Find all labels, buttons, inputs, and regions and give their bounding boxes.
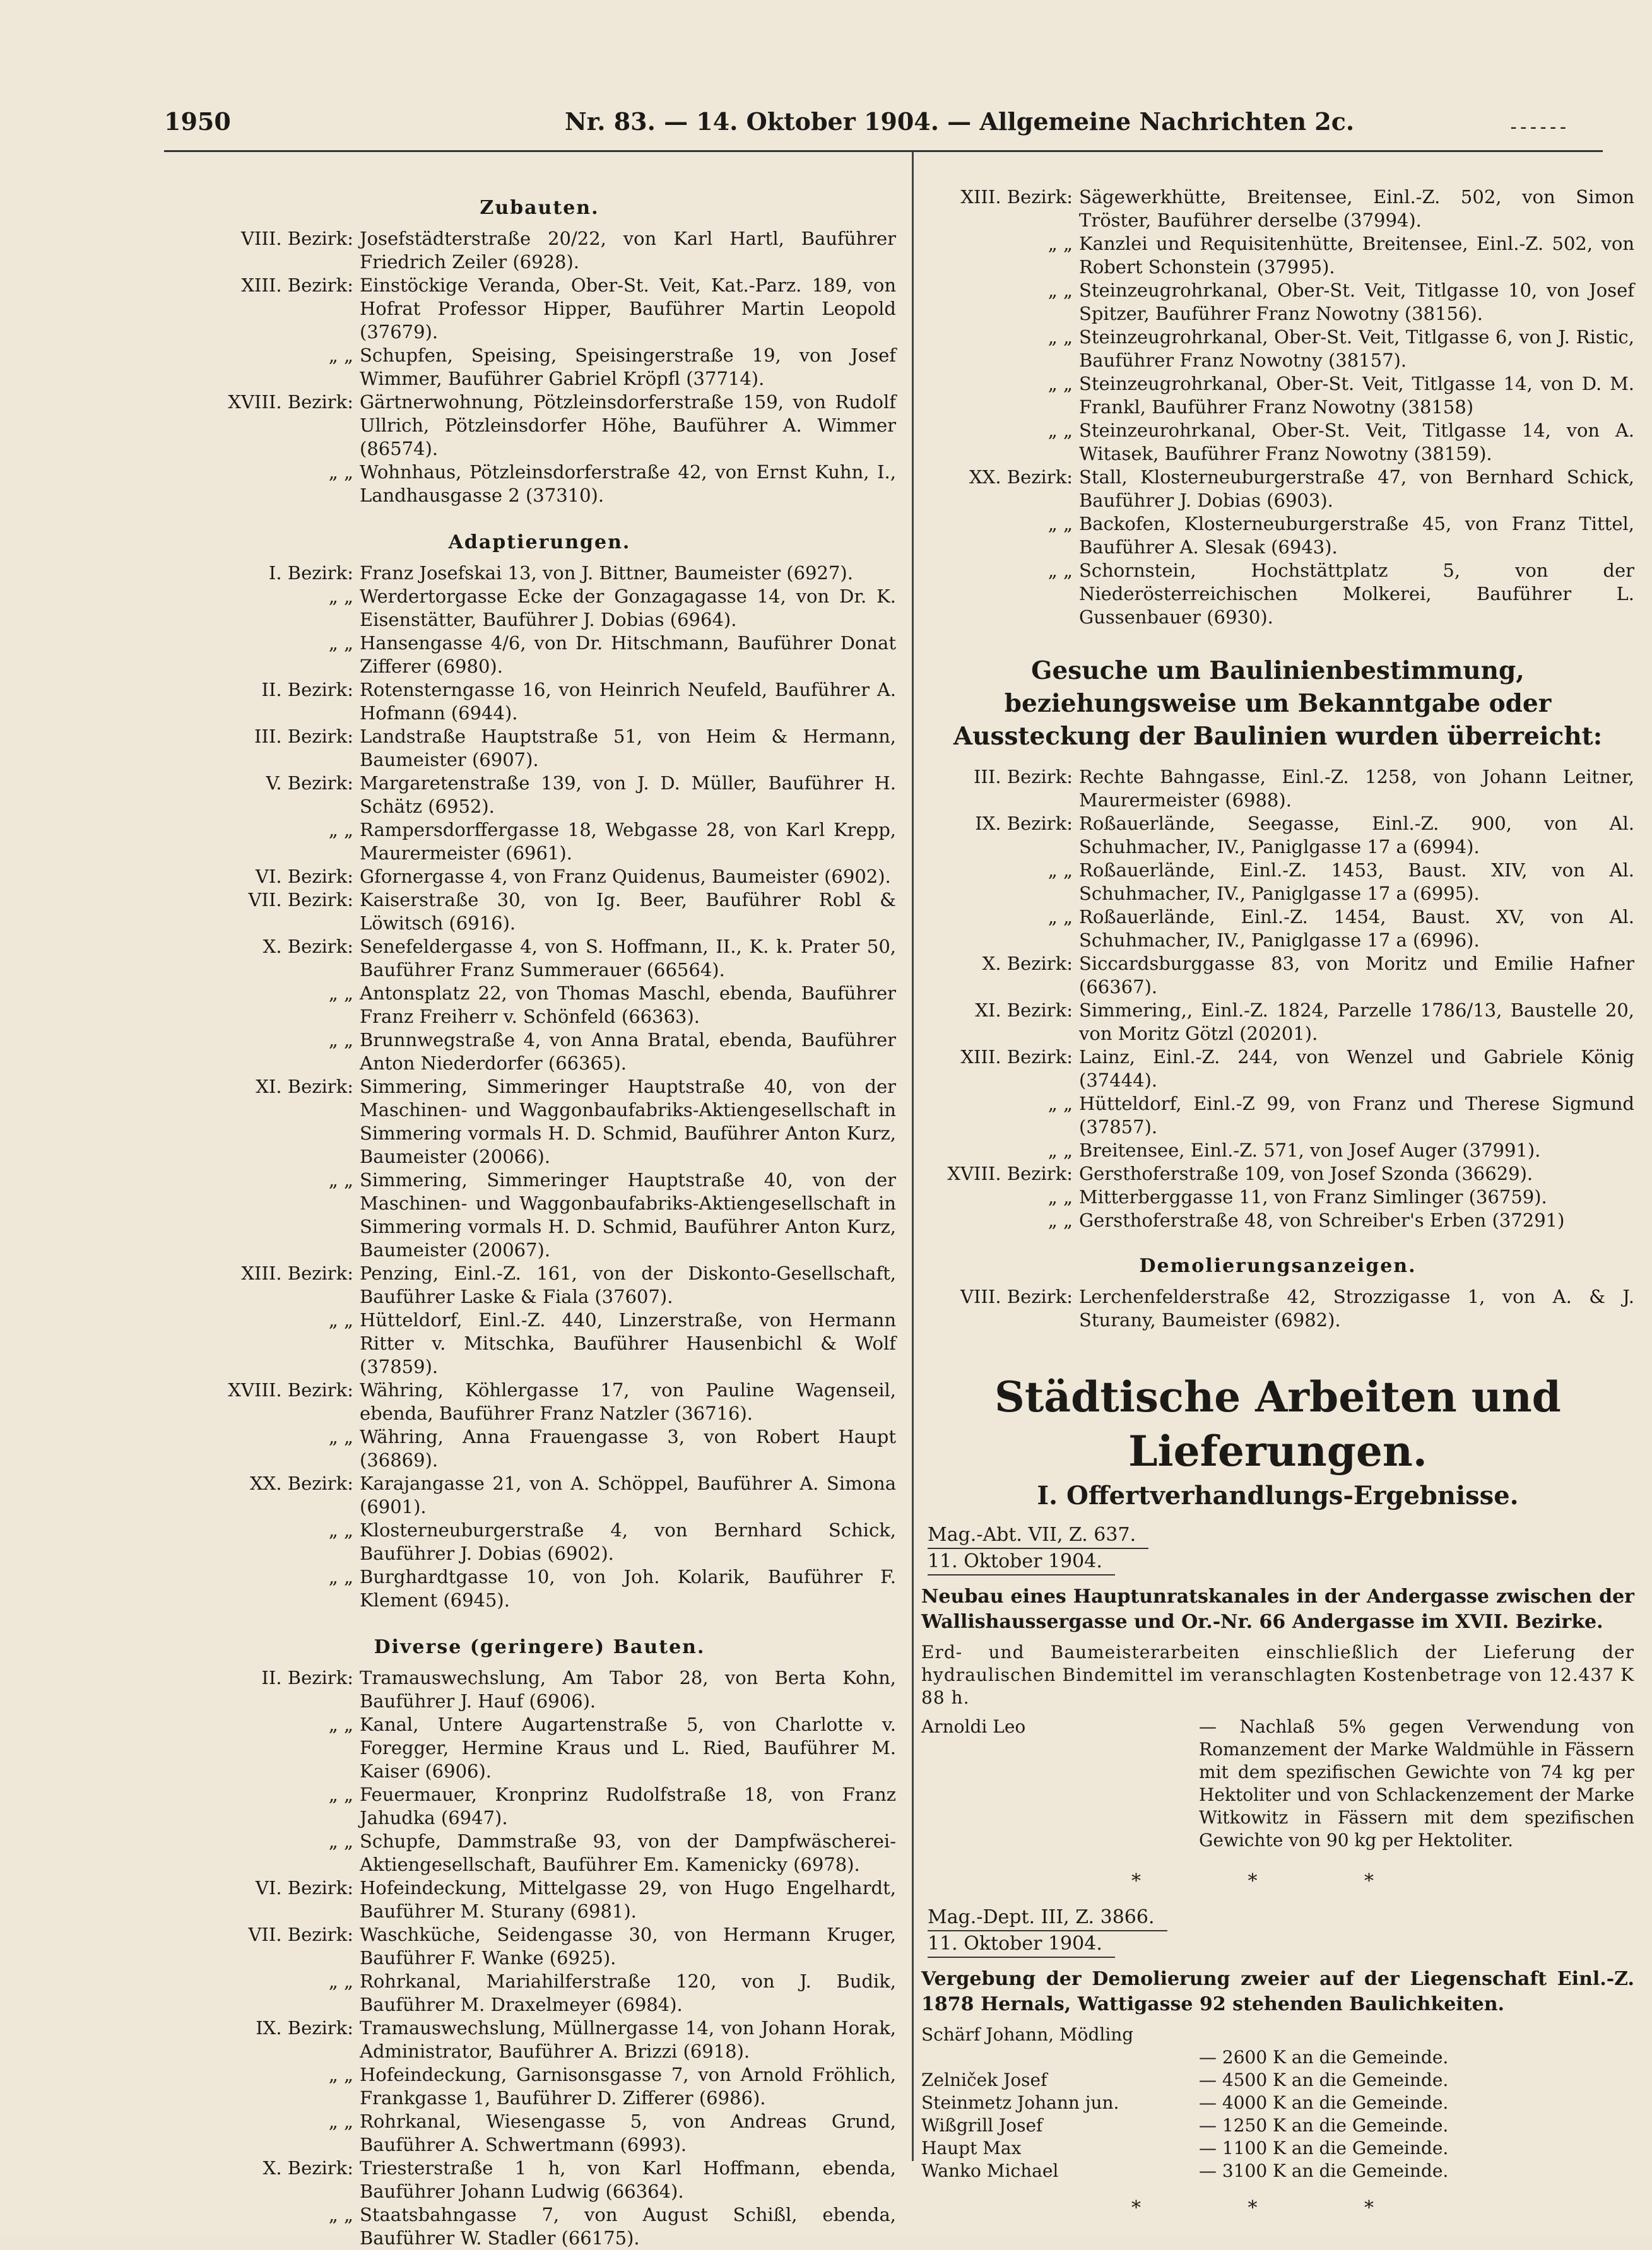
list-entry <box>921 812 1634 859</box>
district-label: „ „ <box>1047 906 1073 928</box>
section-title-zubauten: Zubauten. <box>480 197 599 219</box>
entry-text: Steinzeugrohrkanal, Ober-St. Veit, Titlgasse 6, von J. Ristic, Bauführer Franz Nowotny (38157). <box>1079 326 1634 371</box>
demolition-bid-row <box>921 2114 1634 2137</box>
entry-text: Burghardtgasse 10, von Joh. Kolarik, Bauführer F. Klement (6945). <box>360 1566 896 1611</box>
list-entry <box>921 952 1634 999</box>
bidder-name: Wanko Michael <box>921 2160 1059 2181</box>
district-label: „ „ <box>328 1309 353 1331</box>
list-entry <box>921 1092 1634 1139</box>
district-label: X. Bezirk: <box>982 953 1073 974</box>
list-entry <box>921 1209 1634 1232</box>
district-label: X. Bezirk: <box>263 2157 353 2179</box>
list-entry <box>183 865 896 888</box>
entry-text: Währing, Köhlergasse 17, von Pauline Wagenseil, ebenda, Bauführer Franz Natzler (36716). <box>360 1379 896 1424</box>
entry-text: Mitterberggasse 11, von Franz Simlinger (36759). <box>1079 1186 1547 1208</box>
entry-text: Hofeindeckung, Mittelgasse 29, von Hugo Engelhardt, Bauführer M. Sturany (6981). <box>360 1877 896 1922</box>
district-label: XX. Bezirk: <box>250 1473 353 1494</box>
list-entry <box>921 765 1634 812</box>
district-label: „ „ <box>328 2111 353 2132</box>
entry-text: Simmering, Simmeringer Hauptstraße 40, von der Maschinen- und Waggonbaufabriks-Aktiengesellschaft in Simmering vormals H. D. Schmid, Bauführer Anton Kurz, Baumeister (20066). <box>360 1076 896 1167</box>
bidder-name <box>921 2046 1199 2069</box>
list-entry <box>183 678 896 725</box>
bid-amount: — 1250 K an die Gemeinde. <box>1199 2115 1449 2136</box>
list-entry <box>183 562 896 585</box>
district-label: „ „ <box>328 1784 353 1805</box>
list-entry <box>183 2157 896 2203</box>
district-label: VII. Bezirk: <box>248 1924 353 1945</box>
bid-amount: — 4500 K an die Gemeinde. <box>1199 2070 1449 2090</box>
entry-text: Einstöckige Veranda, Ober-St. Veit, Kat.-Parz. 189, von Hofrat Professor Hipper, Bauführer Martin Leopold (37679). <box>360 274 896 343</box>
district-label: XVIII. Bezirk: <box>228 1379 353 1401</box>
district-label: IX. Bezirk: <box>975 813 1073 834</box>
entry-text: Franz Josefskai 13, von J. Bittner, Baumeister (6927). <box>360 562 853 584</box>
entry-text: Margaretenstraße 139, von J. D. Müller, Bauführer H. Schätz (6952). <box>360 772 896 817</box>
district-label: „ „ <box>328 982 353 1004</box>
list-entry <box>921 859 1634 905</box>
list-entry <box>921 559 1634 629</box>
entry-text: Josefstädterstraße 20/22, von Karl Hartl, Bauführer Friedrich Zeiler (6928). <box>360 228 896 273</box>
reference-number-2: Mag.-Dept. III, Z. 3866. <box>921 1905 1634 1931</box>
list-entry <box>183 888 896 935</box>
list-entry <box>183 1970 896 2017</box>
header-rule <box>164 150 1603 152</box>
page-header <box>164 107 1565 145</box>
list-entry <box>921 419 1634 466</box>
adaptierungen-list <box>183 562 896 1612</box>
list-entry <box>921 1285 1634 1332</box>
district-label: XVIII. Bezirk: <box>947 1163 1073 1184</box>
entry-text: Siccardsburggasse 83, von Moritz und Emilie Hafner (66367). <box>1079 953 1634 998</box>
district-label: VII. Bezirk: <box>248 889 353 910</box>
entry-text: Steinzeugrohrkanal, Ober-St. Veit, Titlgasse 14, von D. M. Frankl, Bauführer Franz Nowotny (38158) <box>1079 373 1634 418</box>
list-entry <box>183 585 896 632</box>
entry-text: Lerchenfelderstraße 42, Strozzigasse 1, von A. & J. Sturany, Baumeister (6982). <box>1079 1286 1634 1331</box>
list-entry <box>183 725 896 772</box>
bidder-name: Wißgrill Josef <box>921 2115 1043 2136</box>
entry-text: Werdertorgasse Ecke der Gonzagagasse 14, von Dr. K. Eisenstätter, Bauführer J. Dobias (6964). <box>360 586 896 630</box>
list-entry <box>183 1830 896 1876</box>
list-entry <box>183 1379 896 1425</box>
entry-text: Tramauswechslung, Am Tabor 28, von Berta Kohn, Bauführer J. Hauf (6906). <box>360 1667 896 1712</box>
district-label: II. Bezirk: <box>261 1667 353 1688</box>
district-label: „ „ <box>328 586 353 607</box>
entry-text: Gärtnerwohnung, Pötzleinsdorferstraße 159, von Rudolf Ullrich, Pötzleinsdorfer Höhe, Bauführer A. Wimmer (86574). <box>360 391 896 459</box>
section-title-adaptierungen: Adaptierungen. <box>448 531 631 553</box>
district-label: XIII. Bezirk: <box>241 274 353 296</box>
district-label: „ „ <box>1047 1093 1073 1114</box>
entry-text: Feuermauer, Kronprinz Rudolfstraße 18, von Franz Jahudka (6947). <box>360 1784 896 1829</box>
list-entry <box>183 1309 896 1379</box>
district-label: XI. Bezirk: <box>975 999 1073 1021</box>
first-bidder: Schärf Johann, Mödling <box>921 2024 1134 2045</box>
district-label: X. Bezirk: <box>263 936 353 957</box>
section-subtitle: I. Offertverhandlungs-Ergebnisse. <box>1037 1481 1519 1511</box>
list-entry <box>921 186 1634 232</box>
list-entry <box>183 2203 896 2250</box>
district-label: „ „ <box>328 1830 353 1852</box>
bid-text: — Nachlaß 5% gegen Verwendung von Romanzement der Marke Waldmühle in Fässern mit dem spezifischen Gewichte von 74 kg per Hektoliter und von Schlackenzement der Marke Witkowitz in Fässern mit dem spezifischen Gewichte von 90 kg per Hektoliter. <box>1199 1716 1634 1851</box>
list-entry <box>183 2063 896 2110</box>
demolition-bid-row <box>921 2137 1634 2160</box>
district-label: XVIII. Bezirk: <box>228 391 353 413</box>
entry-text: Gersthoferstraße 48, von Schreiber's Erben (37291) <box>1079 1210 1565 1231</box>
demolition-bid-row <box>921 2092 1634 2114</box>
project-heading-1: Neubau eines Hauptunratskanales in der Andergasse zwischen der Wallishaussergasse und Or.-Nr. 66 Andergasse im XVII. Bezirke. <box>921 1586 1634 1633</box>
district-label: „ „ <box>328 1970 353 1992</box>
district-label: „ „ <box>1047 513 1073 534</box>
gesuche-list <box>921 765 1634 1232</box>
district-label: XIII. Bezirk: <box>960 1046 1073 1068</box>
section-title-diverse: Diverse (geringere) Bauten. <box>374 1636 705 1658</box>
list-entry <box>921 279 1634 326</box>
list-entry <box>183 1262 896 1309</box>
list-entry <box>183 1519 896 1565</box>
entry-text: Waschküche, Seidengasse 30, von Hermann Kruger, Bauführer F. Wanke (6925). <box>360 1924 896 1969</box>
list-entry <box>183 461 896 507</box>
list-entry <box>183 632 896 678</box>
entry-text: Kanzlei und Requisitenhütte, Breitensee, Einl.-Z. 502, von Robert Schonstein (37995). <box>1079 233 1634 278</box>
entry-text: Sägewerkhütte, Breitensee, Einl.-Z. 502, von Simon Tröster, Bauführer derselbe (37994). <box>1079 186 1634 231</box>
district-label: „ „ <box>1047 1186 1073 1208</box>
left-column <box>183 189 896 2250</box>
district-label: „ „ <box>1047 1140 1073 1161</box>
section-title-demolierung: Demolierungsanzeigen. <box>1139 1255 1417 1277</box>
district-label: III. Bezirk: <box>973 766 1073 787</box>
list-entry <box>921 232 1634 279</box>
header-dashes: - - - - - - <box>1510 116 1565 138</box>
entry-text: Hofeindeckung, Garnisonsgasse 7, von Arnold Fröhlich, Frankgasse 1, Bauführer D. Zifferer (6986). <box>360 2064 896 2109</box>
entry-text: Rotensterngasse 16, von Heinrich Neufeld, Bauführer A. Hofmann (6944). <box>360 679 896 724</box>
list-entry <box>921 1162 1634 1186</box>
entry-text: Karajangasse 21, von A. Schöppel, Bauführer A. Simona (6901). <box>360 1473 896 1517</box>
entry-text: Wohnhaus, Pötzleinsdorferstraße 42, von Ernst Kuhn, I., Landhausgasse 2 (37310). <box>360 461 896 506</box>
district-label: XIII. Bezirk: <box>960 186 1073 208</box>
list-entry <box>183 935 896 982</box>
district-label: „ „ <box>1047 1210 1073 1231</box>
entry-text: Roßauerlände, Seegasse, Einl.-Z. 900, von Al. Schuhmacher, IV., Paniglgasse 17 a (6994). <box>1079 813 1634 857</box>
district-label: „ „ <box>328 2204 353 2225</box>
district-label: „ „ <box>328 1426 353 1447</box>
district-label: „ „ <box>1047 373 1073 394</box>
list-entry <box>183 1169 896 1262</box>
list-entry <box>921 1186 1634 1209</box>
zubauten-list <box>183 227 896 507</box>
list-entry <box>921 326 1634 372</box>
entry-text: Rohrkanal, Wiesengasse 5, von Andreas Grund, Bauführer A. Schwertmann (6993). <box>360 2111 896 2155</box>
list-entry <box>183 1713 896 1783</box>
entry-text: Schupfen, Speising, Speisingerstraße 19, von Josef Wimmer, Bauführer Gabriel Kröpfl (37714). <box>360 345 896 389</box>
district-label: „ „ <box>328 1714 353 1735</box>
entry-text: Währing, Anna Frauengasse 3, von Robert Haupt (36869). <box>360 1426 896 1471</box>
reference-number-1: Mag.-Abt. VII, Z. 637. <box>921 1523 1634 1549</box>
district-label: „ „ <box>328 345 353 366</box>
demolition-bid-row <box>921 2046 1634 2069</box>
district-label: „ „ <box>328 1029 353 1051</box>
district-label: VI. Bezirk: <box>255 1877 353 1899</box>
date-2: 11. Oktober 1904. <box>921 1931 1634 1958</box>
separator-stars-2: * * * <box>1131 2197 1425 2219</box>
continued-list <box>921 186 1634 629</box>
entry-text: Rohrkanal, Mariahilferstraße 120, von J. Budik, Bauführer M. Draxelmeyer (6984). <box>360 1970 896 2015</box>
list-entry <box>921 905 1634 952</box>
district-label: VIII. Bezirk: <box>960 1286 1073 1307</box>
entry-text: Schornstein, Hochstättplatz 5, von der Niederösterreichischen Molkerei, Bauführer L. Gussenbauer (6930). <box>1079 560 1634 628</box>
date-1: 11. Oktober 1904. <box>921 1549 1634 1576</box>
bidder-name: Zelniček Josef <box>921 2070 1047 2090</box>
list-entry <box>183 1425 896 1472</box>
bid-amount: — 4000 K an die Gemeinde. <box>1199 2092 1449 2113</box>
entry-text: Tramauswechslung, Müllnergasse 14, von Johann Horak, Administrator, Bauführer A. Brizzi (6918). <box>360 2017 896 2062</box>
separator-stars: * * * <box>1131 1870 1425 1892</box>
district-label: VI. Bezirk: <box>255 866 353 887</box>
bid-amount: — 2600 K an die Gemeinde. <box>1199 2047 1449 2068</box>
entry-text: Penzing, Einl.-Z. 161, von der Diskonto-Gesellschaft, Bauführer Laske & Fiala (37607). <box>360 1263 896 1307</box>
demolition-bids <box>921 2023 1634 2182</box>
demolierung-list <box>921 1285 1634 1332</box>
list-entry <box>183 1565 896 1612</box>
section-title-gesuche: Gesuche um Baulinienbestimmung, beziehungsweise um Bekanntgabe oder Aussteckung der Baulinien wurden überreicht: <box>953 656 1603 751</box>
entry-text: Antonsplatz 22, von Thomas Maschl, ebenda, Bauführer Franz Freiherr v. Schönfeld (66363). <box>360 982 896 1027</box>
entry-text: Staatsbahngasse 7, von August Schißl, ebenda, Bauführer W. Stadler (66175). <box>360 2204 896 2249</box>
district-label: III. Bezirk: <box>254 726 353 747</box>
district-label: II. Bezirk: <box>261 679 353 700</box>
entry-text: Simmering,, Einl.-Z. 1824, Parzelle 1786/13, Baustelle 20, von Moritz Götzl (20201). <box>1079 999 1634 1044</box>
district-label: „ „ <box>1047 420 1073 441</box>
list-entry <box>183 1075 896 1169</box>
entry-text: Klosterneuburgerstraße 4, von Bernhard Schick, Bauführer J. Dobias (6902). <box>360 1519 896 1564</box>
district-label: „ „ <box>328 2064 353 2085</box>
list-entry <box>921 512 1634 559</box>
bidder-name: Steinmetz Johann jun. <box>921 2092 1119 2113</box>
list-entry <box>183 1783 896 1830</box>
district-label: XIII. Bezirk: <box>241 1263 353 1284</box>
entry-text: Schupfe, Dammstraße 93, von der Dampfwäscherei-Aktiengesellschaft, Bauführer Em. Kamenicky (6978). <box>360 1830 896 1875</box>
entry-text: Kanal, Untere Augartenstraße 5, von Charlotte v. Foregger, Hermine Kraus und L. Ried, Bauführer M. Kaiser (6906). <box>360 1714 896 1782</box>
entry-text: Triesterstraße 1 h, von Karl Hoffmann, ebenda, Bauführer Johann Ludwig (66364). <box>360 2157 896 2202</box>
district-label: „ „ <box>1047 326 1073 348</box>
district-label: V. Bezirk: <box>266 772 353 794</box>
district-label: I. Bezirk: <box>268 562 353 584</box>
entry-text: Hansengasse 4/6, von Dr. Hitschmann, Bauführer Donat Zifferer (6980). <box>360 632 896 677</box>
entry-text: Senefeldergasse 4, von S. Hoffmann, II., K. k. Prater 50, Bauführer Franz Summerauer (66564). <box>360 936 896 981</box>
entry-text: Gfornergasse 4, von Franz Quidenus, Baumeister (6902). <box>360 866 891 887</box>
district-label: „ „ <box>328 1519 353 1541</box>
list-entry <box>183 274 896 344</box>
district-label: „ „ <box>1047 560 1073 581</box>
district-label: VIII. Bezirk: <box>241 228 353 249</box>
diverse-list <box>183 1666 896 2250</box>
list-entry <box>183 344 896 391</box>
demolition-bid-row <box>921 2160 1634 2182</box>
district-label: „ „ <box>1047 280 1073 301</box>
district-label: „ „ <box>328 1169 353 1191</box>
entry-text: Roßauerlände, Einl.-Z. 1454, Baust. XV, von Al. Schuhmacher, IV., Paniglgasse 17 a (6996). <box>1079 906 1634 951</box>
page-number: 1950 <box>164 107 231 136</box>
right-column <box>921 186 1634 2228</box>
bidder-name: Haupt Max <box>921 2138 1022 2159</box>
running-title: Nr. 83. — 14. Oktober 1904. — Allgemeine Nachrichten 2c. <box>565 107 1355 136</box>
district-label: „ „ <box>1047 233 1073 254</box>
list-entry <box>183 391 896 461</box>
entry-text: Breitensee, Einl.-Z. 571, von Josef Auger (37991). <box>1079 1140 1541 1161</box>
entry-text: Landstraße Hauptstraße 51, von Heim & Hermann, Baumeister (6907). <box>360 726 896 770</box>
entry-text: Lainz, Einl.-Z. 244, von Wenzel und Gabriele König (37444). <box>1079 1046 1634 1091</box>
entry-text: Hütteldorf, Einl.-Z 99, von Franz und Therese Sigmund (37857). <box>1079 1093 1634 1138</box>
entry-text: Gersthoferstraße 109, von Josef Szonda (36629). <box>1079 1163 1533 1184</box>
district-label: IX. Bezirk: <box>256 2017 353 2039</box>
list-entry <box>183 2110 896 2157</box>
district-label: „ „ <box>328 819 353 840</box>
entry-text: Brunnwegstraße 4, von Anna Bratal, ebenda, Bauführer Anton Niederdorfer (66365). <box>360 1029 896 1074</box>
list-entry <box>183 227 896 274</box>
section-title-staedtische: Städtische Arbeiten und Lieferungen. <box>994 1372 1561 1476</box>
bidder-name: Arnoldi Leo <box>921 1716 1026 1737</box>
list-entry <box>183 1876 896 1923</box>
district-label: „ „ <box>328 632 353 654</box>
list-entry <box>183 1923 896 1970</box>
entry-text: Kaiserstraße 30, von Ig. Beer, Bauführer Robl & Löwitsch (6916). <box>360 889 896 934</box>
list-entry <box>183 1028 896 1075</box>
district-label: XI. Bezirk: <box>256 1076 353 1097</box>
entry-text: Roßauerlände, Einl.-Z. 1453, Baust. XIV, von Al. Schuhmacher, IV., Paniglgasse 17 a (6995). <box>1079 859 1634 904</box>
entry-text: Rampersdorffergasse 18, Webgasse 28, von Karl Krepp, Maurermeister (6961). <box>360 819 896 864</box>
entry-text: Steinzeugrohrkanal, Ober-St. Veit, Titlgasse 10, von Josef Spitzer, Bauführer Franz Nowotny (38156). <box>1079 280 1634 324</box>
entry-text: Backofen, Klosterneuburgerstraße 45, von Franz Tittel, Bauführer A. Slesak (6943). <box>1079 513 1634 558</box>
list-entry <box>183 2017 896 2063</box>
bid-amount: — 1100 K an die Gemeinde. <box>1199 2138 1449 2159</box>
list-entry <box>183 1472 896 1519</box>
entry-text: Simmering, Simmeringer Hauptstraße 40, von der Maschinen- und Waggonbaufabriks-Aktiengesellschaft in Simmering vormals H. D. Schmid, Bauführer Anton Kurz, Baumeister (20067). <box>360 1169 896 1261</box>
list-entry <box>921 466 1634 512</box>
district-label: „ „ <box>328 1566 353 1587</box>
column-divider <box>912 151 914 2161</box>
bid-amount: — 3100 K an die Gemeinde. <box>1199 2160 1449 2181</box>
list-entry <box>183 818 896 865</box>
entry-text: Rechte Bahngasse, Einl.-Z. 1258, von Johann Leitner, Maurermeister (6988). <box>1079 766 1634 811</box>
list-entry <box>921 1139 1634 1162</box>
demolition-bid-row <box>921 2069 1634 2092</box>
district-label: XX. Bezirk: <box>969 466 1073 488</box>
list-entry <box>183 982 896 1028</box>
list-entry <box>183 1666 896 1713</box>
project-heading-2: Vergebung der Demolierung zweier auf der Liegenschaft Einl.-Z. 1878 Hernals, Wattigasse 92 stehenden Baulichkeiten. <box>921 1968 1634 2015</box>
project-description: Erd- und Baumeisterarbeiten einschließlich der Lieferung der hydraulischen Bindemittel im veranschlagten Kostenbetrage von 12.437 K 88 h. <box>921 1642 1634 1708</box>
entry-text: Hütteldorf, Einl.-Z. 440, Linzerstraße, von Hermann Ritter v. Mitschka, Bauführer Hausenbichl & Wolf (37859). <box>360 1309 896 1377</box>
list-entry <box>921 999 1634 1045</box>
list-entry <box>183 772 896 818</box>
entry-text: Steinzeurohrkanal, Ober-St. Veit, Titlgasse 14, von A. Witasek, Bauführer Franz Nowotny (38159). <box>1079 420 1634 464</box>
list-entry <box>921 372 1634 419</box>
entry-text: Stall, Klosterneuburgerstraße 47, von Bernhard Schick, Bauführer J. Dobias (6903). <box>1079 466 1634 511</box>
bid-row <box>921 1716 1634 1852</box>
district-label: „ „ <box>328 461 353 483</box>
district-label: „ „ <box>1047 859 1073 881</box>
list-entry <box>921 1045 1634 1092</box>
